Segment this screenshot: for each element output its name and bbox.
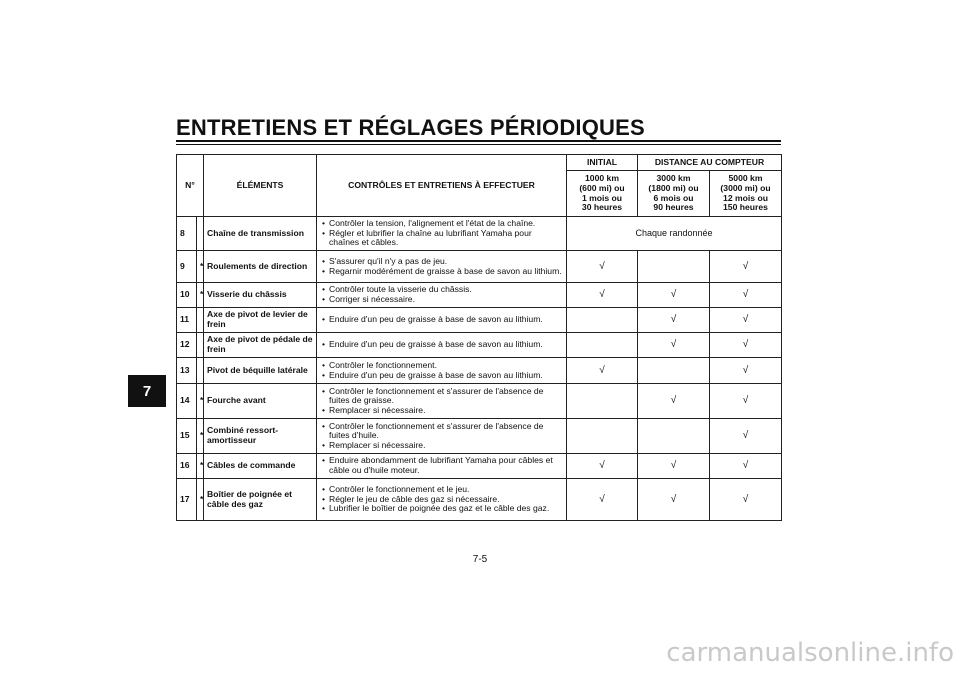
row-element: Câbles de commande [204,454,317,479]
row-star: * [197,251,204,283]
check-mark: √ [567,479,638,521]
row-number: 10 [177,283,197,308]
row-element: Boîtier de poignée et câble des gaz [204,479,317,521]
row-star [197,358,204,384]
table-body [177,217,782,521]
check-mark: √ [710,251,782,283]
page-number: 7-5 [472,554,488,565]
action-item: • Contrôler le fonctionnement. [320,361,563,371]
check-mark: √ [638,384,710,419]
check-mark [638,419,710,454]
action-item: • Enduire abondamment de lubrifiant Yamaha pour câbles et câble ou d'huile moteur. [320,456,563,475]
header-interval-3000: 3000 km (1800 mi) ou 6 mois ou 90 heures [638,171,710,217]
action-item: • S'assurer qu'il n'y a pas de jeu. [320,257,563,267]
table-row [177,454,782,479]
check-mark: √ [710,479,782,521]
row-number: 8 [177,217,197,251]
title-rule-thick [176,140,781,142]
check-mark [567,419,638,454]
action-item: • Lubrifier le boîtier de poignée des gaz et le câble des gaz. [320,504,563,514]
table-row [177,419,782,454]
check-mark: √ [710,308,782,333]
header-interval-5000: 5000 km (3000 mi) ou 12 mois ou 150 heures [710,171,782,217]
check-mark: √ [710,419,782,454]
check-mark: √ [710,454,782,479]
check-mark: √ [638,454,710,479]
row-star: * [197,454,204,479]
table-row [177,251,782,283]
row-star [197,333,204,358]
row-element: Axe de pivot de levier de frein [204,308,317,333]
maintenance-table [176,154,782,521]
header-elements: ÉLÉMENTS [204,155,317,217]
row-actions [317,251,567,283]
action-item: • Remplacer si nécessaire. [320,406,563,416]
row-number: 17 [177,479,197,521]
row-star: * [197,283,204,308]
check-mark: √ [710,384,782,419]
row-actions [317,419,567,454]
header-controls: CONTRÔLES ET ENTRETIENS À EFFECTUER [317,155,567,217]
check-mark [567,333,638,358]
row-number: 11 [177,308,197,333]
watermark: carmanualsonline.info [666,638,954,668]
action-item: • Corriger si nécessaire. [320,295,563,305]
header-interval-1000: 1000 km (600 mi) ou 1 mois ou 30 heures [567,171,638,217]
check-mark: √ [638,479,710,521]
header-initial: INITIAL [567,155,638,171]
row-number: 15 [177,419,197,454]
row-actions [317,454,567,479]
row-element: Combiné ressort-amortisseur [204,419,317,454]
action-item: • Contrôler le fonctionnement et s'assurer de l'absence de fuites d'huile. [320,422,563,441]
check-mark [638,251,710,283]
row-actions [317,283,567,308]
row-star [197,217,204,251]
check-mark [567,308,638,333]
row-actions [317,333,567,358]
row-number: 14 [177,384,197,419]
row-actions [317,358,567,384]
action-item: • Remplacer si nécessaire. [320,441,563,451]
row-actions [317,479,567,521]
action-item: • Régler et lubrifier la chaîne au lubrifiant Yamaha pour chaînes et câbles. [320,229,563,248]
check-mark: √ [567,358,638,384]
row-element: Roulements de direction [204,251,317,283]
action-item: • Contrôler la tension, l'alignement et l'état de la chaîne. [320,219,563,229]
action-item: • Contrôler toute la visserie du châssis. [320,285,563,295]
row-actions [317,308,567,333]
table-row [177,308,782,333]
check-mark: √ [638,308,710,333]
action-item: • Régler le jeu de câble des gaz si nécessaire. [320,495,563,505]
check-mark: √ [710,333,782,358]
check-mark: √ [567,251,638,283]
row-element: Pivot de béquille latérale [204,358,317,384]
row-number: 9 [177,251,197,283]
action-item: • Enduire d'un peu de graisse à base de savon au lithium. [320,340,563,350]
check-mark: √ [710,358,782,384]
table-row [177,479,782,521]
row-actions [317,384,567,419]
check-mark: √ [638,333,710,358]
check-mark: √ [567,454,638,479]
table-row [177,283,782,308]
row-interval-span: Chaque randonnée [567,217,782,251]
check-mark: √ [567,283,638,308]
table-row [177,217,782,251]
table-row [177,333,782,358]
action-item: • Enduire d'un peu de graisse à base de savon au lithium. [320,371,563,381]
action-item: • Enduire d'un peu de graisse à base de savon au lithium. [320,315,563,325]
row-element: Axe de pivot de pédale de frein [204,333,317,358]
check-mark [567,384,638,419]
row-star: * [197,384,204,419]
header-distance: DISTANCE AU COMPTEUR [638,155,782,171]
table-row [177,358,782,384]
check-mark [638,358,710,384]
header-num: N° [177,155,204,217]
row-star [197,308,204,333]
row-number: 12 [177,333,197,358]
row-actions [317,217,567,251]
row-number: 16 [177,454,197,479]
row-star: * [197,479,204,521]
check-mark: √ [710,283,782,308]
page-title: ENTRETIENS ET RÉGLAGES PÉRIODIQUES [176,115,645,140]
action-item: • Contrôler le fonctionnement et le jeu. [320,485,563,495]
action-item: • Contrôler le fonctionnement et s'assurer de l'absence de fuites de graisse. [320,387,563,406]
check-mark: √ [638,283,710,308]
title-rule-thin [176,144,781,145]
action-item: • Regarnir modérément de graisse à base de savon au lithium. [320,267,563,277]
table-row [177,384,782,419]
row-element: Chaîne de transmission [204,217,317,251]
row-star: * [197,419,204,454]
row-element: Visserie du châssis [204,283,317,308]
row-element: Fourche avant [204,384,317,419]
row-number: 13 [177,358,197,384]
chapter-tab[interactable]: 7 [128,375,166,407]
